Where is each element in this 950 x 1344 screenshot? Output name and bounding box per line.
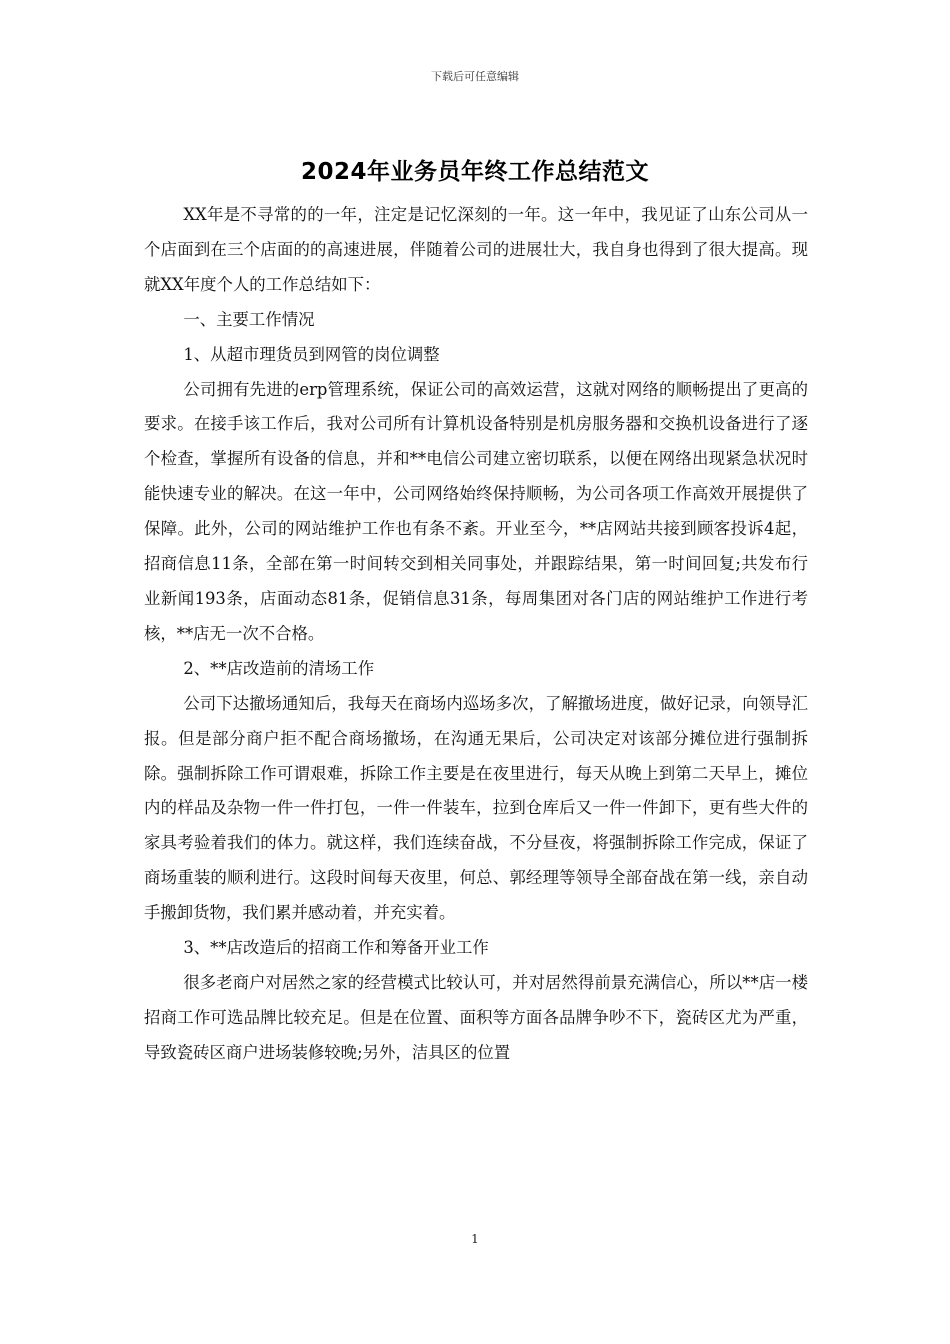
subheading-3: 3、**店改造后的招商工作和筹备开业工作 — [183, 938, 489, 958]
paragraph-intro: XX年是不寻常的的一年，注定是记忆深刻的一年。这一年中，我见证了山东公司从一个店面到在三个店面的的高速进展，伴随着公司的进展壮大，我自身也得到了很大提高。现就XX年度个人的工作总结如下： — [144, 205, 808, 294]
paragraph-clearance: 公司下达撤场通知后，我每天在商场内巡场多次，了解撤场进度，做好记录，向领导汇报。但是部分商户拒不配合商场撤场，在沟通无果后，公司决定对该部分摊位进行强制拆除。强制拆除工作可谓艰难，拆除工作主要是在夜里进行，每天从晚上到第二天早上，摊位内的样品及杂物一件一件打包，一件一件装车，拉到仓库后又一件一件卸下，更有些大件的家具考验着我们的体力。就这样，我们连续奋战，不分昼夜，将强制拆除工作完成，保证了商场重装的顺利进行。这段时间每天夜里，何总、郭经理等领导全部奋战在第一线，亲自动手搬卸货物，我们累并感动着，并充实着。 — [144, 693, 808, 923]
paragraph-network: 公司拥有先进的erp管理系统，保证公司的高效运营，这就对网络的顺畅提出了更高的要求。在接手该工作后，我对公司所有计算机设备特别是机房服务器和交换机设备进行了逐个检查，掌握所有设备的信息，并和**电信公司建立密切联系，以便在网络出现紧急状况时能快速专业的解决。在这一年中，公司网络始终保持顺畅，为公司各项工作高效开展提供了保障。此外，公司的网站维护工作也有条不紊。开业至今，**店网站共接到顾客投诉4起，招商信息11条，全部在第一时间转交到相关同事处，并跟踪结果，第一时间回复;共发布行业新闻193条，店面动态81条，促销信息31条，每周集团对各门店的网站维护工作进行考核，**店无一次不合格。 — [144, 379, 808, 643]
heading-main-work: 一、主要工作情况 — [183, 309, 315, 329]
subheading-2: 2、**店改造前的清场工作 — [183, 658, 375, 678]
header-note: 下载后可任意编辑 — [431, 70, 519, 83]
paragraph-investment: 很多老商户对居然之家的经营模式比较认可，并对居然得前景充满信心，所以**店一楼招商工作可选品牌比较充足。但是在位置、面积等方面各品牌争吵不下，瓷砖区尤为严重，导致瓷砖区商户进场装修较晚;另外，洁具区的位置 — [144, 972, 808, 1062]
subheading-1: 1、从超市理货员到网管的岗位调整 — [183, 344, 440, 364]
document-body — [144, 198, 808, 1071]
page-number: 1 — [471, 1232, 479, 1246]
document-title: 2024年业务员年终工作总结范文 — [300, 159, 649, 185]
